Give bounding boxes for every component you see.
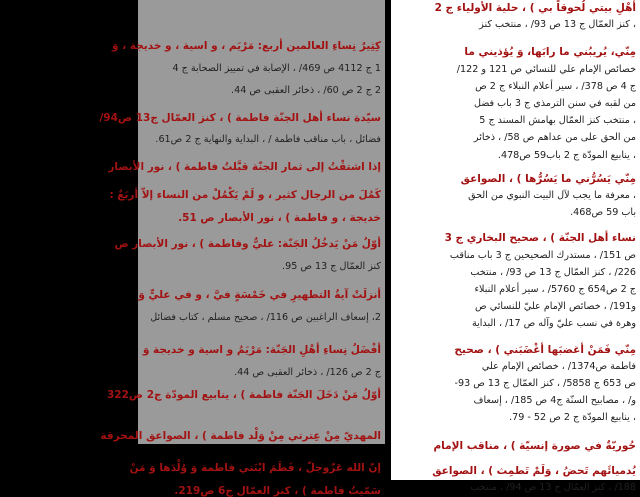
hadith-quote-line: إذا اشتقْتُ إلى ثمار الجنّة قبَّلتُ فاطمة ) ، نور الأبصار bbox=[108, 160, 381, 173]
citation-line: كنز العمّال ج 13 ص 95. bbox=[282, 260, 381, 272]
hadith-quote-line: خديجة ، و فاطمة ) ، نور الأبصار ص 51. bbox=[178, 211, 381, 224]
citation-line: ، كنز العمّال ج 13 ص 93/ ، منتخب كنز bbox=[479, 19, 636, 31]
hadith-quote-line: سَمّيتُ فاطمة ) ، كنز العمّال ج6 ص219. bbox=[174, 484, 381, 497]
hadith-quote-line: نساء أهل الجنّة ) ، صحيح البخاري ج 3 bbox=[444, 232, 636, 245]
citation-line: خصائص الإمام علي للنسائي ص 121 و 122/ bbox=[456, 63, 636, 75]
hadith-quote-line: مِنّي، يُريبُني ما رابَها، وَ يُؤذيني ما bbox=[464, 46, 636, 59]
citation-line: ، ينابيع المودّة ج 2 ص 52 - 79. bbox=[509, 412, 636, 424]
citation-line: ، ينابيع المودّة ج 2 باب59 ص478. bbox=[497, 149, 636, 161]
citation-line: 2، إسعاف الراغبين ص 116/ ، صحيح مسلم ، كتاب فضائل bbox=[150, 311, 381, 323]
hadith-quote-line: أنزلَتْ آيةُ التطهيرِ في خَمْسَةٍ فيَّ ، و في عليٍّ وَ bbox=[138, 289, 381, 301]
hadith-quote-line: أوّلُ مَنْ دَخَلَ الجَنّة فاطمة ) ، ينابيع المودّة ج2 ص322 bbox=[107, 389, 381, 401]
citation-line: ، معرفة ما يجب لآل البيت النبوي من الحق bbox=[468, 190, 636, 201]
hadith-quote-line: كِثِيرٌ نِساءِ العالمين أربع: مَرْيَم ، و اسية ، و خديجة ، وَ bbox=[112, 40, 381, 52]
citation-line: 226/ ، كنز العمّال ج 13 ص 93/ ، منتخب bbox=[470, 266, 636, 278]
citation-line: و191/ ، خصائص الإمام عليّ للنسائي ص bbox=[475, 301, 636, 313]
hadith-quote-line: سيّدة نساء أهل الجنّة فاطمة ) ، كنز العمّال ج13 ص94/ bbox=[99, 111, 381, 124]
citation-line: فاطمة ص1374/ ، خصائص الإمام علي bbox=[481, 360, 636, 372]
citation-line: ج 2 ص 126/ ، ذخائر العقبى ص 44. bbox=[234, 366, 381, 378]
citation-line: فضائل ، باب مناقب فاطمة / ، البداية والنهاية ج 2 ص61. bbox=[155, 134, 381, 145]
hadith-quote-line: حُوريّةٌ في صورة إنسيّة ) ، مناقب الإمام bbox=[433, 439, 636, 452]
hadith-quote-line: إنّ الله عَزّوجلّ ، فَطَمَ ابْنَتي فاطمة وَ وُلْدَها وَ مَنْ bbox=[129, 462, 381, 474]
hadith-quote-line: مِنّي يَسُرُّني ما يَسُرُّها ) ، الصواعق bbox=[460, 172, 636, 185]
citation-line: من لقبه في سنن الترمذي ج 3 باب فضل bbox=[473, 98, 636, 109]
citation-line: ، منتخب كنز العمّال بهامش المسند ج 5 bbox=[479, 115, 636, 127]
citation-line: باب 59 ص468. bbox=[570, 207, 636, 219]
hadith-quote-line: أوّلُ مَنْ يَدخُلُ الجَنّة: عليٌّ وفاطمة ) ، نور الأبصار ص bbox=[114, 238, 381, 250]
citation-line: ص 151/ ، مستدرك الصحيحين ج 3 باب مناقب bbox=[449, 249, 636, 261]
hadith-quote-line: أهْلِ بيتي لُحوقاً بي ) ، حلية الأولياء ج 2 bbox=[434, 2, 636, 14]
citation-line: وهرة في نسب عليّ وآله ص 17/ ، البداية bbox=[471, 318, 636, 330]
hadith-quote-line: يُدميائَهم تَحضُ ، وَلَمْ تَطمِث ) ، الصواعق bbox=[432, 464, 636, 477]
citation-line: من الحق على من عداهم ص 58/ ، ذخائر bbox=[473, 132, 636, 144]
hadith-quote-line: أفْضَلُ نِساءِ أهْلِ الجَنّة: مَرْيَمُ و اسية و خديجة وَ bbox=[142, 344, 381, 356]
citation-line: و/ ، مصابيح السنّة ج4 ص 185/ ، إسعاف bbox=[473, 395, 636, 407]
citation-line: ص 653 ج 5858/ ، كنز العمّال ج 13 ص 93- bbox=[454, 378, 636, 389]
left-book-page bbox=[99, 0, 385, 497]
hadith-quote-line: مِنّي فَمَنْ أغضبَها أغْضَبَني ) ، صحيح bbox=[454, 343, 636, 356]
citation-line: 1 ج 4112 ص 469/ ، الإصابة في تمييز الصحابة ج 4 bbox=[172, 62, 381, 74]
citation-line: ج 4 ص 378/ ، سير أعلام النبلاء ج 2 ص bbox=[475, 80, 636, 92]
citation-line: 2 ج 2 ص 60/ ، ذخائر العقبى ص 44. bbox=[231, 85, 381, 96]
citation-line: 188/ ، كنز العمّال ج 13 ص 94/ ، منتخب bbox=[470, 482, 636, 493]
hadith-quote-line: كَمُلَ من الرجال كثير ، و لَمْ يَكْمُلْ من النساء إلاّ أربَعٌ : bbox=[109, 189, 381, 201]
hadith-quote-line: المهديّ مِنْ عِترتي مِنْ وَلْد فاطمة ) ، الصواعق المحرقة bbox=[100, 429, 381, 442]
right-book-page bbox=[391, 0, 640, 493]
citation-line: ج 2 ص654 ج 5760/ ، سير أعلام النبلاء bbox=[474, 284, 636, 295]
